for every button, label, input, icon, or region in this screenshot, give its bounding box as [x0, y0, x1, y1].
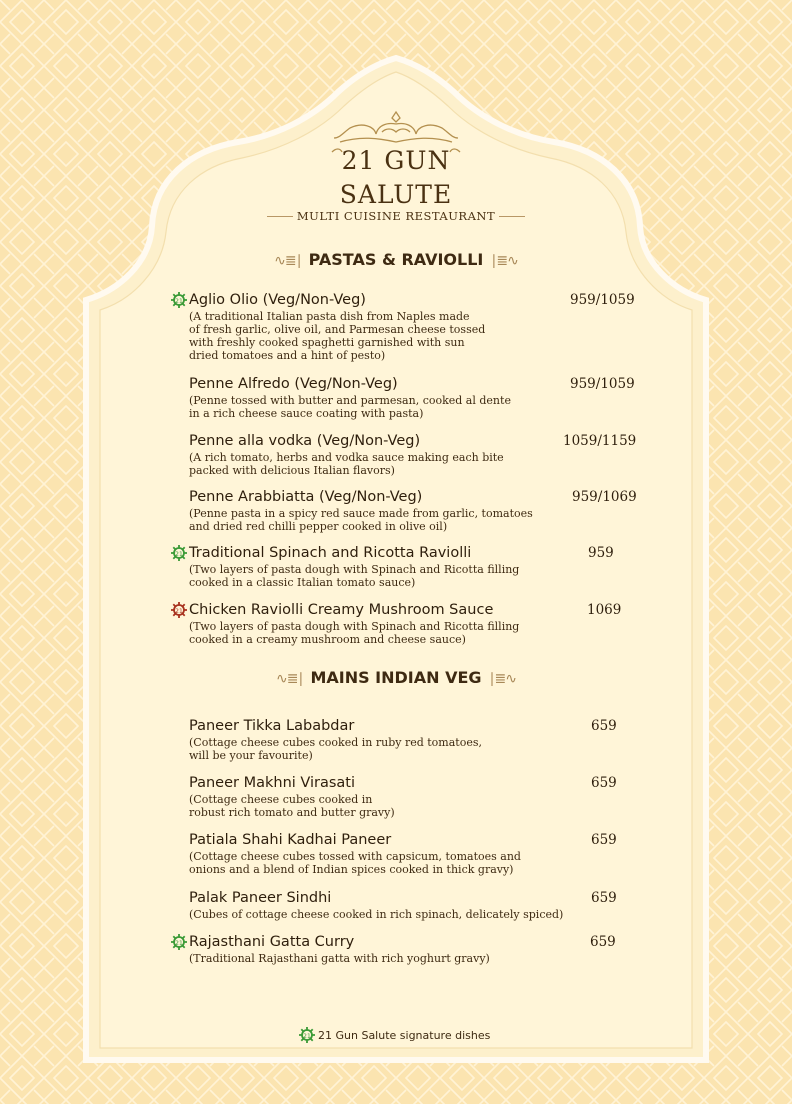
menu-item [189, 489, 659, 533]
menu-item-description: (Cottage cheese cubes cooked in [189, 793, 373, 806]
menu-item-name: Traditional Spinach and Ricotta Raviolli [189, 545, 472, 561]
section-title: PASTAS & RAVIOLLI [308, 250, 484, 269]
menu-item-price: 659 [590, 934, 616, 950]
menu-item-description: (A traditional Italian pasta dish from Naples made [189, 310, 470, 323]
section-heading [196, 668, 596, 687]
svg-text:21: 21 [175, 940, 183, 947]
menu-item [189, 433, 659, 477]
menu-item-price: 659 [591, 890, 617, 906]
footer-legend [298, 1026, 558, 1046]
menu-item-price: 959/1059 [570, 376, 635, 392]
menu-item-name: Paneer Makhni Virasati [189, 775, 356, 791]
brand-subtitle-text: MULTI CUISINE RESTAURANT [296, 209, 496, 223]
swirl-left-ornament [267, 216, 293, 218]
menu-item-description: (Traditional Rajasthani gatta with rich yoghurt gravy) [189, 952, 490, 965]
menu-item-description: (Penne pasta in a spicy red sauce made from garlic, tomatoes [189, 507, 533, 520]
svg-text:21: 21 [175, 551, 183, 558]
footer-note-text: 21 Gun Salute signature dishes [318, 1029, 491, 1042]
menu-item-price: 959 [588, 545, 614, 561]
signature-red-icon [170, 601, 188, 619]
menu-item-description: (Two layers of pasta dough with Spinach and Ricotta filling [189, 563, 520, 576]
menu-item-description: (Cubes of cottage cheese cooked in rich spinach, delicately spiced) [189, 908, 564, 921]
section-heading [196, 250, 596, 269]
menu-item [189, 890, 659, 921]
menu-item [189, 292, 659, 362]
menu-item [189, 718, 659, 762]
menu-item-name: Rajasthani Gatta Curry [189, 934, 355, 950]
menu-item-price: 659 [591, 718, 617, 734]
menu-item-description: cooked in a creamy mushroom and cheese sauce) [189, 633, 466, 646]
menu-item-name: Penne Arabbiatta (Veg/Non-Veg) [189, 489, 423, 505]
menu-item-price: 659 [591, 775, 617, 791]
menu-item-description: with freshly cooked spaghetti garnished with sun [189, 336, 465, 349]
menu-item-price: 959/1059 [570, 292, 635, 308]
menu-item [189, 602, 659, 646]
menu-item-description: dried tomatoes and a hint of pesto) [189, 349, 386, 362]
menu-item-description: will be your favourite) [189, 749, 313, 762]
signature-green-icon [170, 544, 188, 562]
menu-item-description: (Two layers of pasta dough with Spinach and Ricotta filling [189, 620, 520, 633]
heading-ornament-left: ∿≣∣ [275, 671, 304, 687]
menu-item [189, 775, 659, 819]
signature-green-icon [170, 933, 188, 951]
menu-item-name: Penne Alfredo (Veg/Non-Veg) [189, 376, 398, 392]
menu-item-name: Paneer Tikka Lababdar [189, 718, 355, 734]
section-title: MAINS INDIAN VEG [310, 668, 482, 687]
svg-text:21: 21 [303, 1033, 311, 1040]
menu-item-name: Palak Paneer Sindhi [189, 890, 332, 906]
signature-green-icon [170, 291, 188, 309]
signature-green-icon [298, 1026, 316, 1044]
heading-ornament-right: ∣≣∿ [490, 253, 518, 269]
menu-item-description: and dried red chilli pepper cooked in olive oil) [189, 520, 448, 533]
menu-item-price: 659 [591, 832, 617, 848]
menu-item-description: (Cottage cheese cubes cooked in ruby red tomatoes, [189, 736, 482, 749]
brand-title-line1: 21 GUN [341, 146, 451, 175]
heading-ornament-left: ∿≣∣ [274, 253, 302, 269]
menu-item-price: 959/1069 [572, 489, 637, 505]
menu-item-name: Penne alla vodka (Veg/Non-Veg) [189, 433, 421, 449]
brand-title-line2: SALUTE [339, 180, 453, 209]
menu-item [189, 376, 659, 420]
menu-item-price: 1069 [587, 602, 622, 618]
menu-item [189, 832, 659, 876]
menu-item-name: Patiala Shahi Kadhai Paneer [189, 832, 392, 848]
menu-item [189, 545, 659, 589]
menu-item-description: in a rich cheese sauce coating with pasta) [189, 407, 424, 420]
svg-text:21: 21 [175, 298, 183, 305]
svg-text:21: 21 [175, 608, 183, 615]
menu-item-description: (A rich tomato, herbs and vodka sauce making each bite [189, 451, 504, 464]
menu-item-description: (Penne tossed with butter and parmesan, cooked al dente [189, 394, 511, 407]
menu-item-description: packed with delicious Italian flavors) [189, 464, 395, 477]
menu-item-description: (Cottage cheese cubes tossed with capsicum, tomatoes and [189, 850, 521, 863]
menu-item-description: of fresh garlic, olive oil, and Parmesan cheese tossed [189, 323, 486, 336]
menu-item-description: cooked in a classic Italian tomato sauce) [189, 576, 416, 589]
menu-item-name: Aglio Olio (Veg/Non-Veg) [189, 292, 366, 308]
menu-item-description: onions and a blend of Indian spices cooked in thick gravy) [189, 863, 514, 876]
brand-subtitle [246, 209, 546, 223]
swirl-right-ornament [499, 216, 525, 218]
menu-item-price: 1059/1159 [563, 433, 637, 449]
menu-item-name: Chicken Raviolli Creamy Mushroom Sauce [189, 602, 494, 618]
menu-item-description: robust rich tomato and butter gravy) [189, 806, 395, 819]
menu-item [189, 934, 659, 965]
heading-ornament-right: ∣≣∿ [488, 671, 517, 687]
